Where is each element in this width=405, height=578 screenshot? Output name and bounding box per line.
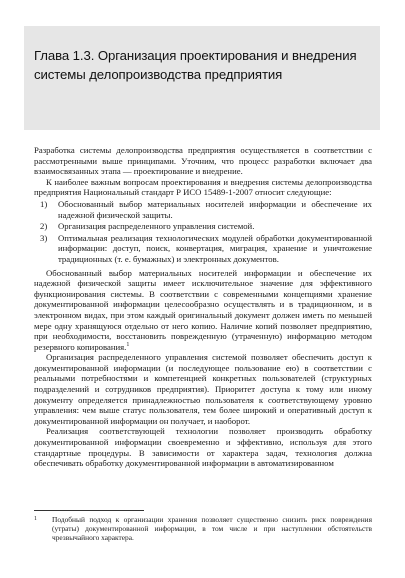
list-item-number: 3) xyxy=(40,232,48,243)
body-text xyxy=(34,145,372,469)
requirements-list xyxy=(34,199,372,265)
list-item xyxy=(34,221,372,232)
paragraph-3 xyxy=(34,268,372,353)
paragraph-2: К наиболее важным вопросам проектирования и внедрения системы делопроизводства предприятия Национальный стандарт Р ИСО 15489-1-2007 относит следующие: xyxy=(34,176,372,198)
list-item-number: 2) xyxy=(40,221,48,232)
chapter-title-line-1: Глава 1.3. Организация проектирования и внедрения xyxy=(34,48,357,63)
footnote-mark: 1 xyxy=(34,516,37,522)
paragraph-5: Реализация соответствующей технологии позволяет производить обработку документированной информации своевременно и эффективно, используя для этого стандартные процедуры. В зависимости от характера задач, технология должна обеспечивать обработку документированной информации в автоматизированном xyxy=(34,426,372,469)
list-item-text: Обоснованный выбор материальных носителей информации и обеспечение их надежной физической защиты. xyxy=(58,198,372,220)
paragraph-3-text: Обоснованный выбор материальных носителей информации и обеспечение их надежной физической защиты имеет исключительное значение для эффективного функционирования системы. В соответствии с современными концепциями хранение документированной информации целесообразно осуществлять и в традиционном, и в электронном видах, при этом каждый оригинальный документ должен иметь по меньшей мере одну хранящуюся отдельно от него копию. Наличие копий позволяет предприятию, при необходимости, восстановить поврежденную (утраченную) информацию методом резервного копирования. xyxy=(34,267,372,352)
paragraph-1: Разработка системы делопроизводства предприятия осуществляется в соответствии с рассмотренными выше принципами. Уточним, что процесс разработки включает два взаимосвязанных этапа — проектирование и внедрение. xyxy=(34,145,372,177)
footnote-divider xyxy=(34,510,144,511)
list-item xyxy=(34,199,372,220)
paragraph-4: Организация распределенного управления системой позволяет обеспечить доступ к документированной информации (и последующее пользование ею) в соответствии с реальными потребностями и компетенцией конкретных пользователей (структурных подразделений и сотрудников предприятия). Приоритет доступа к тому или иному документу определяется принадлежностью пользователя к соответствующему уровню управления: чем выше статус пользователя, тем более широкий и оперативный доступ к документированной информации он получает, и наоборот. xyxy=(34,352,372,426)
list-item-text: Оптимальная реализация технологических модулей обработки документированной информации: доступ, поиск, конвертация, миграция, хранение и уничтожение традиционных (т. е. бумажных) и электронных документов. xyxy=(58,232,372,264)
list-item-number: 1) xyxy=(40,198,48,209)
chapter-title xyxy=(34,46,374,84)
footnote-text: Подобный подход к организации хранения позволяет существенно снизить риск повреждения (утраты) документированной информации, в том числе и при наступлении обстоятельств чрезвычайного характера. xyxy=(52,515,372,543)
list-item xyxy=(34,233,372,265)
list-item-text: Организация распределенного управления системой. xyxy=(58,221,255,232)
chapter-title-line-2: системы делопроизводства предприятия xyxy=(34,67,283,82)
footnote xyxy=(34,515,372,543)
footnote-reference[interactable]: 1 xyxy=(126,341,130,348)
